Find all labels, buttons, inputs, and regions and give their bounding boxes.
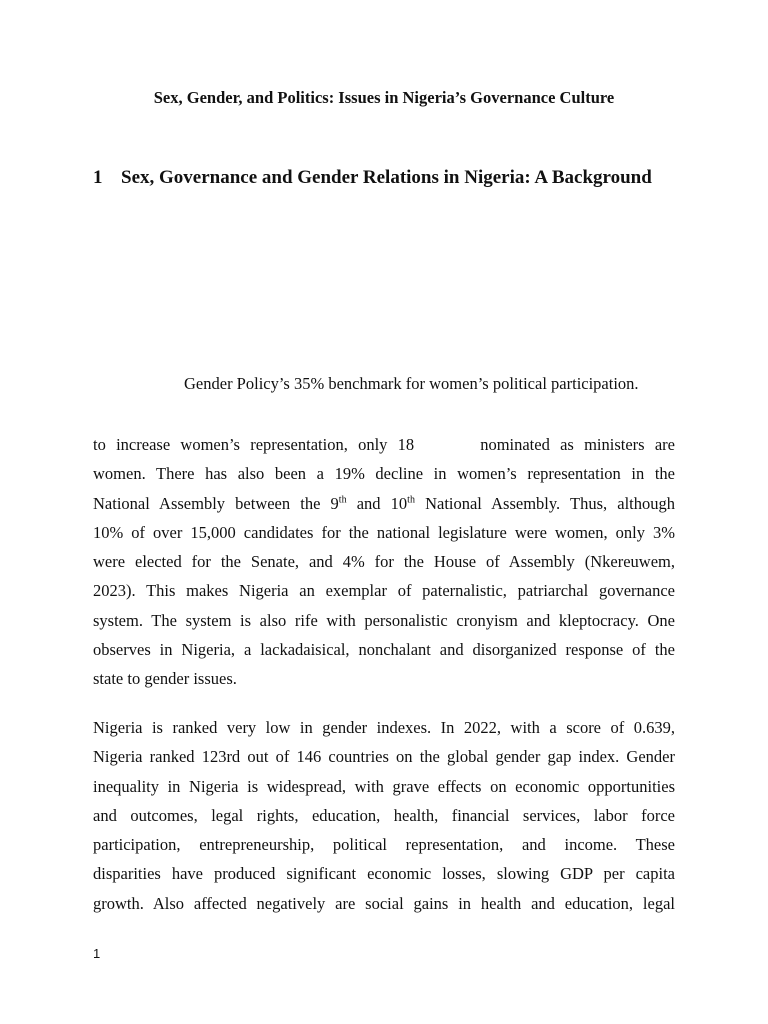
paragraph-1-line-3: [93, 489, 675, 518]
paragraph-1-line-1: [93, 430, 675, 459]
paragraph-2-line-6: disparities have produced significant economic losses, slowing GDP per capita: [93, 864, 675, 884]
paragraph-2-line-4: and outcomes, legal rights, education, health, financial services, labor force: [93, 805, 675, 825]
paragraph-1-line-7: system. The system is also rife with personalistic cronyism and kleptocracy. One: [93, 610, 675, 630]
document-title: Sex, Gender, and Politics: Issues in Nigeria’s Governance Culture: [153, 88, 615, 107]
paragraph-2-line-2: Nigeria ranked 123rd out of 146 countries on the global gender gap index. Gender: [93, 747, 675, 767]
text-fragment: National Assembly between the 9: [93, 493, 339, 513]
paragraph-1-line-4: 10% of over 15,000 candidates for the national legislature were women, only 3%: [93, 522, 675, 542]
paragraph-1-line-5: were elected for the Senate, and 4% for the House of Assembly (Nkereuwem,: [93, 552, 675, 572]
text-fragment: to increase women’s representation, only 18: [93, 435, 415, 454]
paragraph-1-line-9: state to gender issues.: [93, 669, 237, 689]
page-number: 1: [93, 946, 101, 961]
text-fragment: and 10: [346, 493, 408, 513]
superscript: th: [407, 494, 415, 506]
text-fragment: National Assembly. Thus, although: [414, 493, 675, 513]
paragraph-2-line-1: Nigeria is ranked very low in gender indexes. In 2022, with a score of 0.639,: [93, 718, 675, 737]
section-heading: [93, 167, 653, 189]
text-fragment: nominated as ministers are: [480, 435, 675, 454]
fragment-line: Gender Policy’s 35% benchmark for women’s political participation.: [184, 374, 639, 393]
paragraph-1-line-6: 2023). This makes Nigeria an exemplar of paternalistic, patriarchal governance: [93, 581, 675, 601]
paragraph-2: [93, 713, 675, 918]
paragraph-2-line-7: growth. Also affected negatively are social gains in health and education, legal: [93, 893, 675, 913]
paragraph-1-line-2: women. There has also been a 19% decline in women’s representation in the: [93, 464, 675, 484]
superscript: th: [338, 494, 347, 506]
paragraph-1: [93, 430, 675, 694]
section-number: 1: [93, 167, 103, 188]
paragraph-1-line-8: observes in Nigeria, a lackadaisical, nonchalant and disorganized response of the: [93, 640, 675, 660]
paragraph-2-line-5: participation, entrepreneurship, political representation, and income. These: [93, 835, 675, 855]
paragraph-2-line-3: inequality in Nigeria is widespread, with grave effects on economic opportunities: [93, 776, 675, 796]
section-heading-text: Sex, Governance and Gender Relations in Nigeria: A Background: [121, 167, 652, 188]
